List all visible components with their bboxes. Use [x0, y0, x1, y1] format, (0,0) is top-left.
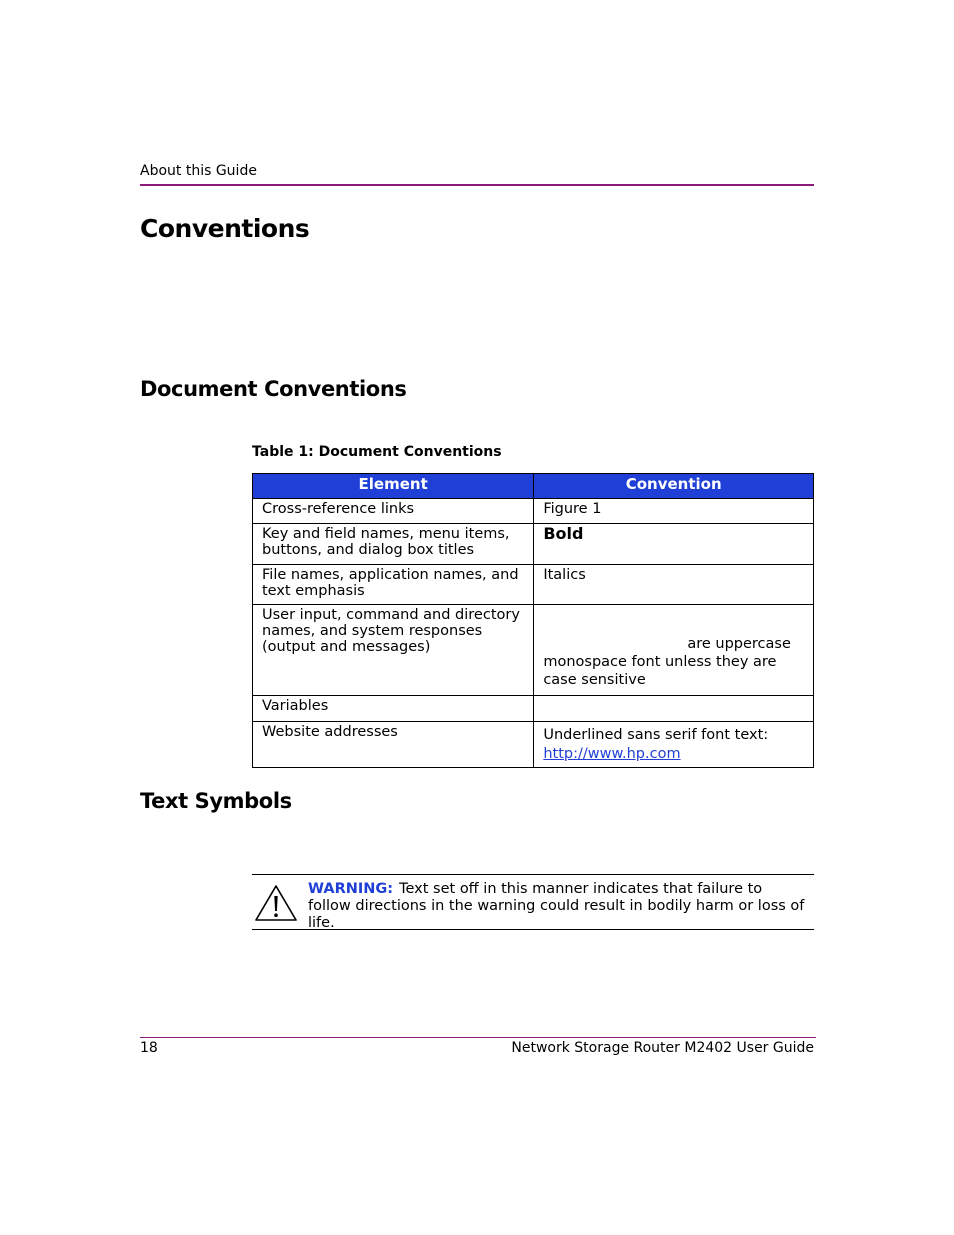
cell-convention: [534, 605, 814, 696]
cell-convention: [534, 696, 814, 722]
running-head: About this Guide: [140, 163, 257, 179]
uppercase-monospace-note: are uppercase monospace font unless they are case sensitive: [543, 636, 791, 688]
section-heading-document-conventions: Document Conventions: [140, 377, 407, 401]
table-caption: Table 1: Document Conventions: [252, 444, 502, 460]
cell-convention: [534, 524, 814, 565]
cell-convention: [534, 722, 814, 768]
warning-text: [308, 881, 808, 932]
column-header-convention: Convention: [534, 474, 814, 499]
page-number: 18: [140, 1040, 158, 1056]
table-header-row: [253, 474, 814, 499]
cell-convention: Figure 1: [534, 499, 814, 524]
cell-element: File names, application names, and text emphasis: [253, 565, 534, 605]
table-row: [253, 696, 814, 722]
cell-element: Website addresses: [253, 722, 534, 768]
column-header-element: Element: [253, 474, 534, 499]
warning-box: [252, 874, 814, 930]
table-row: [253, 499, 814, 524]
table-row: [253, 565, 814, 605]
cell-element: User input, command and directory names, and system responses (output and messages): [253, 605, 534, 696]
table-row: [253, 605, 814, 696]
cell-element: Variables: [253, 696, 534, 722]
footer-rule: [140, 1037, 816, 1038]
warning-label: WARNING:: [308, 881, 394, 897]
page-title: Conventions: [140, 214, 310, 243]
cell-element: Cross-reference links: [253, 499, 534, 524]
conventions-table: [252, 473, 814, 768]
bold-sample-text: Bold: [543, 524, 584, 543]
underlined-text-note: Underlined sans serif font text:: [543, 727, 769, 743]
warning-triangle-icon: [254, 884, 298, 922]
warning-message: Text set off in this manner indicates that failure to follow directions in the warning could result in bodily harm or loss of life.: [308, 881, 805, 931]
cell-element: Key and field names, menu items, buttons, and dialog box titles: [253, 524, 534, 565]
section-heading-text-symbols: Text Symbols: [140, 789, 292, 813]
hp-website-link[interactable]: http://www.hp.com: [543, 746, 681, 762]
header-rule: [140, 184, 814, 186]
cell-convention: Italics: [534, 565, 814, 605]
table-row: [253, 722, 814, 768]
table-row: [253, 524, 814, 565]
footer-doc-title: Network Storage Router M2402 User Guide: [511, 1040, 814, 1056]
